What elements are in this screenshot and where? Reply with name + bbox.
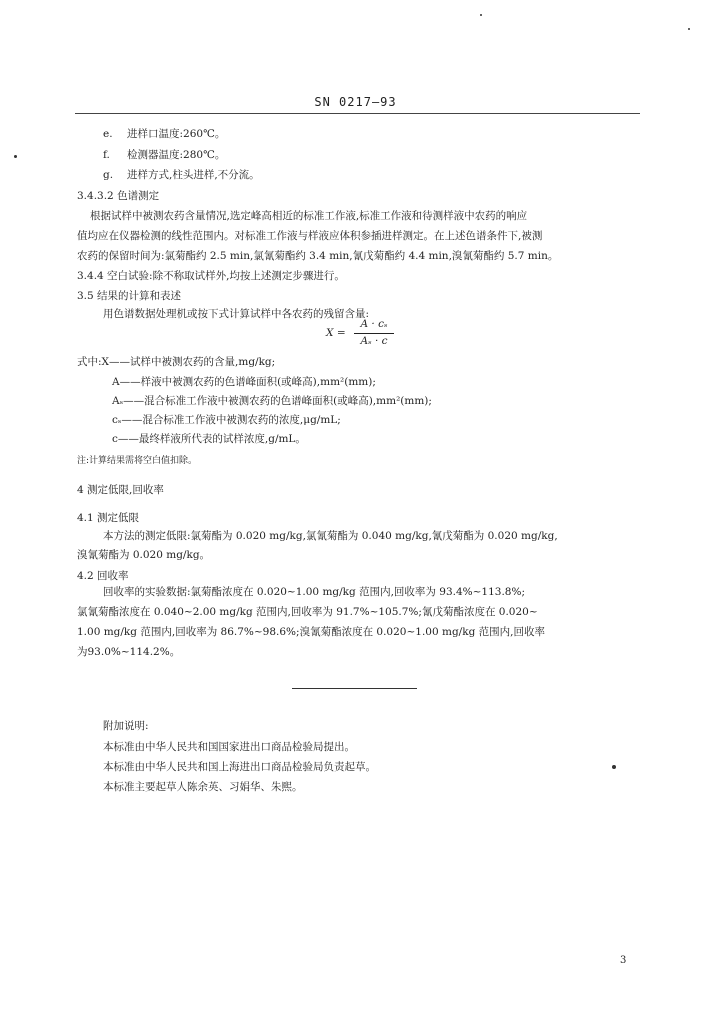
formula-numerator: A · cₛ bbox=[360, 318, 388, 330]
definition-line: A——样液中被测农药的色谱峰面积(或峰高),mm²(mm); bbox=[112, 376, 376, 388]
item-label: g. bbox=[103, 169, 114, 181]
paragraph-line: 本方法的测定低限:氯菊酯为 0.020 mg/kg,氯氰菊酯为 0.040 mg/kg,氰戊菊酯为 0.020 mg/kg, bbox=[103, 530, 558, 542]
item-g bbox=[103, 167, 260, 183]
residue-formula bbox=[326, 318, 396, 348]
item-text: 进样方式,柱头进样,不分流。 bbox=[127, 169, 260, 181]
appendix-title: 附加说明: bbox=[103, 720, 149, 732]
paragraph-line: 根据试样中被测农药含量情况,选定峰高相近的标准工作液,标准工作液和待测样液中农药的响应 bbox=[90, 210, 528, 222]
item-f bbox=[103, 147, 225, 163]
definitions-lead bbox=[77, 354, 275, 370]
paragraph-line: 回收率的实验数据:氯菊酯浓度在 0.020~1.00 mg/kg 范围内,回收率为 93.4%~113.8%; bbox=[103, 586, 525, 598]
appendix-line: 本标准主要起草人陈余英、习娟华、朱熙。 bbox=[103, 781, 303, 793]
standard-number-header: SN 0217—93 bbox=[314, 95, 397, 109]
definition-line: X——试样中被测农药的含量,mg/kg; bbox=[101, 356, 276, 368]
scan-speck bbox=[480, 14, 482, 16]
scan-speck bbox=[688, 28, 690, 30]
section-heading-3-4-3-2: 3.4.3.2 色谱测定 bbox=[77, 190, 160, 202]
item-label: f. bbox=[103, 149, 110, 161]
paragraph-line: 农药的保留时间为:氯菊酯约 2.5 min,氯氰菊酯约 3.4 min,氰戊菊酯约 4.4 min,溴氰菊酯约 5.7 min。 bbox=[77, 250, 559, 262]
item-e bbox=[103, 126, 225, 142]
formula-intro: 用色谱数据处理机或按下式计算试样中各农药的残留含量: bbox=[103, 308, 370, 320]
paragraph-line: 1.00 mg/kg 范围内,回收率为 86.7%~98.6%;溴氰菊酯浓度在 0.020~1.00 mg/kg 范围内,回收率 bbox=[77, 626, 545, 638]
page-number: 3 bbox=[620, 955, 627, 966]
definition-line: Aₛ——混合标准工作液中被测农药的色谱峰面积(或峰高),mm²(mm); bbox=[112, 395, 432, 407]
paragraph-line: 值均应在仪器检测的线性范围内。对标准工作液与样液应体积参插进样测定。在上述色谱条件下,被测 bbox=[77, 230, 543, 242]
section-3-4-4: 3.4.4 空白试验:除不称取试样外,均按上述测定步骤进行。 bbox=[77, 270, 345, 282]
formula-denominator: Aₛ · c bbox=[360, 335, 388, 347]
appendix-line: 本标准由中华人民共和国国家进出口商品检验局提出。 bbox=[103, 741, 355, 753]
item-text: 进样口温度:260℃。 bbox=[127, 128, 226, 140]
header-rule bbox=[75, 113, 640, 114]
item-label: e. bbox=[103, 128, 113, 140]
item-text: 检测器温度:280℃。 bbox=[127, 149, 226, 161]
section-heading-4: 4 测定低限,回收率 bbox=[77, 484, 164, 496]
appendix-line: 本标准由中华人民共和国上海进出口商品检验局负责起草。 bbox=[103, 761, 376, 773]
formula-lhs: X = bbox=[326, 327, 346, 339]
paragraph-line: 氯氰菊酯浓度在 0.040~2.00 mg/kg 范围内,回收率为 91.7%~105.7%;氰戊菊酯浓度在 0.020~ bbox=[77, 606, 538, 618]
paragraph-line: 溴氰菊酯为 0.020 mg/kg。 bbox=[77, 549, 211, 561]
scan-speck bbox=[612, 765, 616, 769]
calculation-note: 注:计算结果需将空白值扣除。 bbox=[77, 456, 198, 466]
definition-line: cₛ——混合标准工作液中被测农药的浓度,μg/mL; bbox=[112, 414, 341, 426]
section-heading-3-5: 3.5 结果的计算和表述 bbox=[77, 290, 182, 302]
paragraph-line: 为93.0%~114.2%。 bbox=[77, 646, 181, 658]
definition-line: c——最终样液所代表的试样浓度,g/mL。 bbox=[112, 433, 306, 445]
section-heading-4-1: 4.1 测定低限 bbox=[77, 512, 140, 524]
scan-speck bbox=[14, 155, 17, 158]
section-heading-4-2: 4.2 回收率 bbox=[77, 570, 129, 582]
where-label: 式中: bbox=[77, 356, 102, 368]
section-divider bbox=[292, 688, 417, 689]
fraction-bar bbox=[354, 333, 394, 334]
